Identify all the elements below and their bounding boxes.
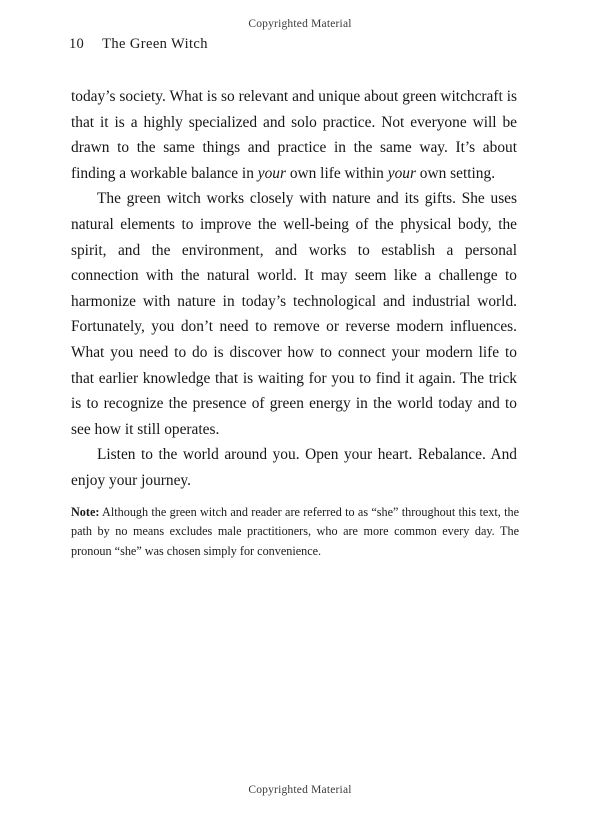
note-text: Although the green witch and reader are referred to as “she” throughout this text, the path by no means excludes male practitioners, who are more common every day. The pronoun “she” was chosen simply for convenience.: [71, 505, 519, 558]
paragraph-3: Listen to the world around you. Open your heart. Rebalance. And enjoy your journey.: [71, 446, 517, 489]
text-block: [71, 84, 517, 494]
running-head: [69, 36, 208, 53]
paragraph-1-part-c: own setting.: [415, 164, 496, 182]
watermark-bottom: Copyrighted Material: [248, 784, 352, 796]
paragraph-1-part-b: own life within: [285, 164, 388, 182]
page-number: 10: [69, 36, 85, 52]
note-label: Note:: [71, 505, 100, 519]
note-block: [71, 503, 519, 561]
watermark-top: Copyrighted Material: [248, 18, 352, 30]
paragraph-1-part-a: today’s society. What is so relevant and unique about green witchcraft is that it is a highly specialized and solo practice. Not everyone will be drawn to the same things and practice in the same way. It’s about finding a workable balance in: [71, 88, 517, 182]
paragraph-2: The green witch works closely with nature and its gifts. She uses natural elements to improve the well-being of the physical body, the spirit, and the environment, and works to establish a personal connection with the natural world. It may seem like a challenge to harmonize with nature in today’s technological and industrial world. Fortunately, you don’t need to remove or reverse modern influences. What you need to do is discover how to connect your modern life to that earlier knowledge that is waiting for you to find it again. The trick is to recognize the presence of green energy in the world today and to see how it still operates.: [71, 190, 517, 438]
paragraph-1-emphasis-1: your: [257, 164, 286, 182]
paragraph-1: [71, 84, 517, 186]
paragraph-1-emphasis-2: your: [387, 164, 416, 182]
book-title: The Green Witch: [102, 36, 208, 52]
